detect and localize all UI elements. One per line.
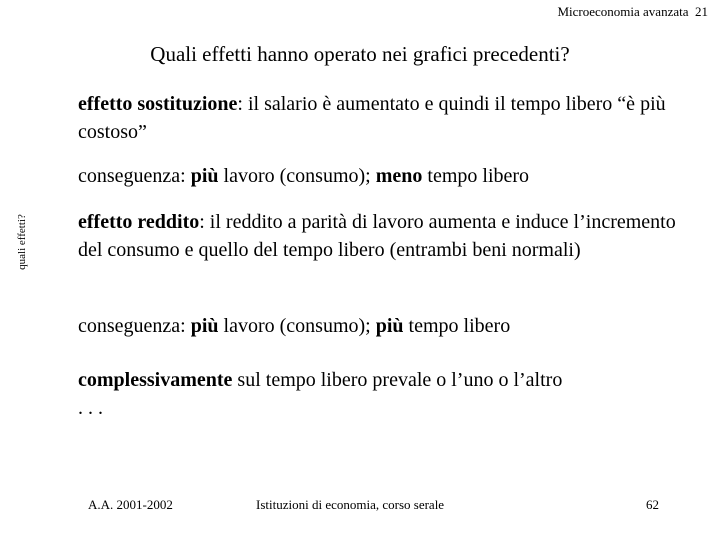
paragraph-substitution-effect	[78, 90, 688, 146]
emphasis-less: meno	[375, 165, 423, 187]
consequence-text: lavoro (consumo);	[218, 165, 376, 187]
emphasis-more: più	[190, 315, 219, 337]
consequence-label: conseguenza:	[78, 315, 191, 337]
slide-title: Quali effetti hanno operato nei grafici precedenti?	[150, 42, 570, 66]
consequence-text-end: tempo libero	[403, 315, 511, 337]
slide-number: 21	[695, 4, 708, 19]
consequence-text: lavoro (consumo);	[218, 315, 376, 337]
paragraph-overall	[78, 366, 688, 422]
side-label: quali effetti?	[16, 214, 28, 270]
slide-header	[557, 4, 708, 20]
footer-page-number: 62	[646, 497, 659, 512]
paragraph-income-effect	[78, 208, 688, 264]
substitution-effect-text: : il salario è aumentato e quindi il tempo libero “è più costoso”	[78, 93, 666, 143]
footer-year: A.A. 2001-2002	[88, 497, 173, 512]
overall-text: sul tempo libero prevale o l’uno o l’altro	[232, 369, 563, 391]
footer-course-info: Istituzioni di economia, corso serale	[256, 497, 445, 512]
term-income-effect: effetto reddito	[78, 211, 200, 233]
paragraph-consequence-2	[78, 312, 688, 340]
course-name: Microeconomia avanzata	[557, 4, 689, 19]
emphasis-more: più	[190, 165, 219, 187]
ellipsis: . . .	[78, 397, 103, 419]
emphasis-more-2: più	[375, 315, 404, 337]
consequence-label: conseguenza:	[78, 165, 191, 187]
paragraph-consequence-1	[78, 162, 688, 190]
income-effect-text: : il reddito a parità di lavoro aumenta e induce l’incremento del consumo e quello del tempo libero (entrambi beni normali)	[78, 211, 676, 261]
term-substitution-effect: effetto sostituzione	[78, 93, 238, 115]
consequence-text-end: tempo libero	[422, 165, 530, 187]
term-overall: complessivamente	[78, 369, 233, 391]
